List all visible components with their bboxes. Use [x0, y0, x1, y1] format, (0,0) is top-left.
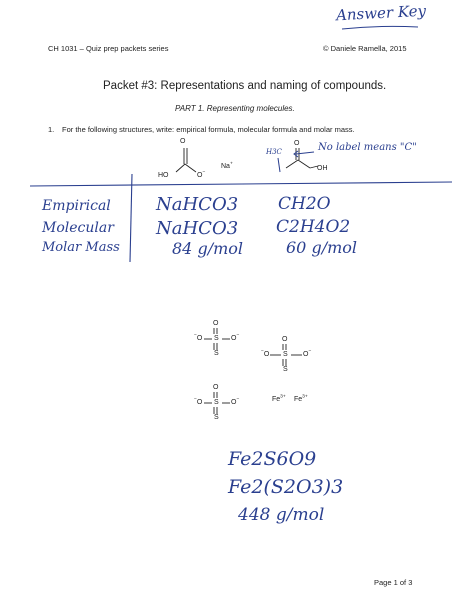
col2-empirical: CH2O: [278, 194, 331, 214]
answer-key-label: Answer Key: [335, 1, 427, 25]
col2-molar: 60 g/mol: [286, 238, 357, 257]
question-number: 1.: [48, 125, 55, 134]
col1-molar: 84 g/mol: [172, 239, 243, 258]
molecule2-annotation: No label means "C": [318, 142, 417, 153]
answer2-molecular: Fe2(S2O3)3: [228, 476, 344, 498]
molecule2-o: O: [294, 140, 300, 147]
iron-ion-1: $Fe^{3+}$: [272, 394, 286, 403]
thio1-s-center: S: [214, 335, 219, 342]
molecule1-ho: HO: [158, 172, 169, 179]
thio2-s-bottom: S: [283, 366, 288, 373]
thio1-o-right: O−: [231, 333, 240, 342]
series-header: CH 1031 – Quiz prep packets series: [48, 44, 169, 53]
thio3-s-bottom: S: [214, 414, 219, 421]
page-title: Packet #3: Representations and naming of compounds.: [103, 80, 387, 92]
thio3-o-left: −O: [194, 397, 203, 406]
question-text: For the following structures, write: empirical formula, molecular formula and molar mass.: [62, 125, 355, 134]
thio2-o-right: O−: [303, 349, 312, 358]
row-label-molar-mass: Molar Mass: [42, 240, 120, 255]
molecule2-oh: OH: [317, 165, 328, 172]
iron-ion-2: $Fe^{3+}$: [294, 394, 308, 403]
molecule2-h3c: H3C: [266, 148, 282, 156]
thio1-s-bottom: S: [214, 350, 219, 357]
answer2-molar: 448 g/mol: [238, 505, 325, 525]
row-label-molecular: Molecular: [42, 220, 114, 236]
thio1-o-top: O: [213, 320, 219, 327]
row-label-empirical: Empirical: [42, 198, 111, 214]
thio2-o-left: −O: [261, 349, 270, 358]
thio3-o-top: O: [213, 384, 219, 391]
col2-molecular: C2H4O2: [276, 217, 351, 237]
col1-molecular: NaHCO3: [156, 218, 239, 239]
molecule1-o-top: O: [180, 138, 186, 145]
copyright-header: © Daniele Ramella, 2015: [323, 44, 407, 53]
molecule1-o-minus: O−: [197, 170, 206, 179]
part-heading: PART 1. Representing molecules.: [175, 104, 295, 113]
thio3-s-center: S: [214, 399, 219, 406]
col1-empirical: NaHCO3: [156, 194, 239, 215]
molecule1-na: Na+: [221, 161, 233, 170]
page-number: Page 1 of 3: [374, 578, 413, 587]
thio2-o-top: O: [282, 336, 288, 343]
answer2-empirical: Fe2S6O9: [228, 448, 317, 470]
thio2-s-center: S: [283, 351, 288, 358]
answer-key-underline: [340, 24, 420, 32]
thio3-o-right: O−: [231, 397, 240, 406]
thio1-o-left: −O: [194, 333, 203, 342]
